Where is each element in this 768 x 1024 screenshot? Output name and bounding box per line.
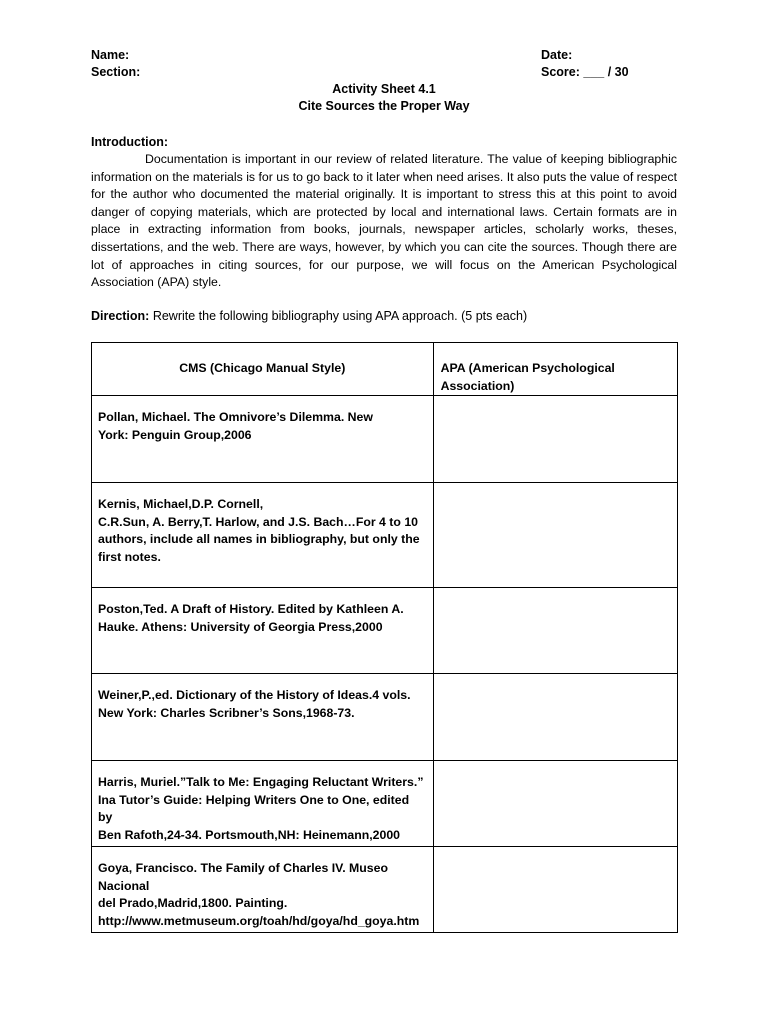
cms-cell [92,847,434,933]
table-row [92,396,678,483]
cms-citation: Poston,Ted. A Draft of History. Edited by Kathleen A. Hauke. Athens: University of Georgia Press,2000 [98,602,404,634]
apa-answer[interactable] [434,674,677,687]
apa-header-text: APA (American Psychological Association) [440,361,615,393]
table-header-row [92,343,678,396]
apa-answer[interactable] [434,483,677,496]
apa-answer[interactable] [434,588,677,601]
cms-cell [92,396,434,483]
cms-citation: Pollan, Michael. The Omnivore’s Dilemma. New York: Penguin Group,2006 [98,410,373,442]
direction-label: Direction: [91,309,150,323]
table-row [92,483,678,588]
table-row [92,588,678,674]
apa-answer-cell[interactable] [433,674,677,761]
apa-answer[interactable] [434,847,677,860]
cms-cell [92,761,434,847]
direction-text: Rewrite the following bibliography using APA approach. (5 pts each) [149,309,528,323]
activity-title: Activity Sheet 4.1 [332,82,436,96]
score-label: Score: ___ / 30 [541,65,629,79]
date-label: Date: [541,48,573,62]
apa-answer-cell[interactable] [433,761,677,847]
citation-table [91,342,678,933]
introduction-heading: Introduction: [91,135,169,149]
cms-cell [92,674,434,761]
cms-citation: Goya, Francisco. The Family of Charles IV. Museo Nacional del Prado,Madrid,1800. Painting. http://www.metmuseum.org/toah/hd/goya/hd_goya.htm [98,861,420,928]
apa-answer[interactable] [434,396,677,409]
direction-line [91,308,527,325]
activity-subtitle: Cite Sources the Proper Way [298,99,470,113]
cms-citation: Kernis, Michael,D.P. Cornell, C.R.Sun, A. Berry,T. Harlow, and J.S. Bach…For 4 to 10 authors, include all names in bibliography, but only the first notes. [98,497,420,564]
cms-header-text: CMS (Chicago Manual Style) [179,361,346,375]
cms-column-header [92,343,434,396]
introduction-paragraph: Documentation is important in our review of related literature. The value of keeping bibliographic information on the materials is for us to go back to it later when need arises. It also puts the value of respect for the author who documented the material originally. It is important to stress this at this point to avoid danger of copying materials, which are protected by local and international laws. Certain formats are in place in extracting information from books, journals, newspaper articles, scholarly works, theses, dissertations, and the web. There are ways, however, by which you can cite the sources. Though there are lot of approaches in citing sources, for our purpose, we will focus on the American Psychological Association (APA) style. [91,152,677,290]
apa-answer-cell[interactable] [433,588,677,674]
cms-citation: Harris, Muriel.”Talk to Me: Engaging Reluctant Writers.” Ina Tutor’s Guide: Helping Writers One to One, edited by Ben Rafoth,24-34. Portsmouth,NH: Heinemann,2000 [98,775,424,842]
name-label: Name: [91,48,130,62]
apa-column-header [433,343,677,396]
table-row [92,761,678,847]
cms-citation: Weiner,P.,ed. Dictionary of the History of Ideas.4 vols. New York: Charles Scribner’s Sons,1968-73. [98,688,411,720]
section-label: Section: [91,65,141,79]
apa-answer-cell[interactable] [433,847,677,933]
apa-answer-cell[interactable] [433,396,677,483]
table-row [92,674,678,761]
apa-answer[interactable] [434,761,677,774]
cms-cell [92,588,434,674]
table-row [92,847,678,933]
cms-cell [92,483,434,588]
apa-answer-cell[interactable] [433,483,677,588]
